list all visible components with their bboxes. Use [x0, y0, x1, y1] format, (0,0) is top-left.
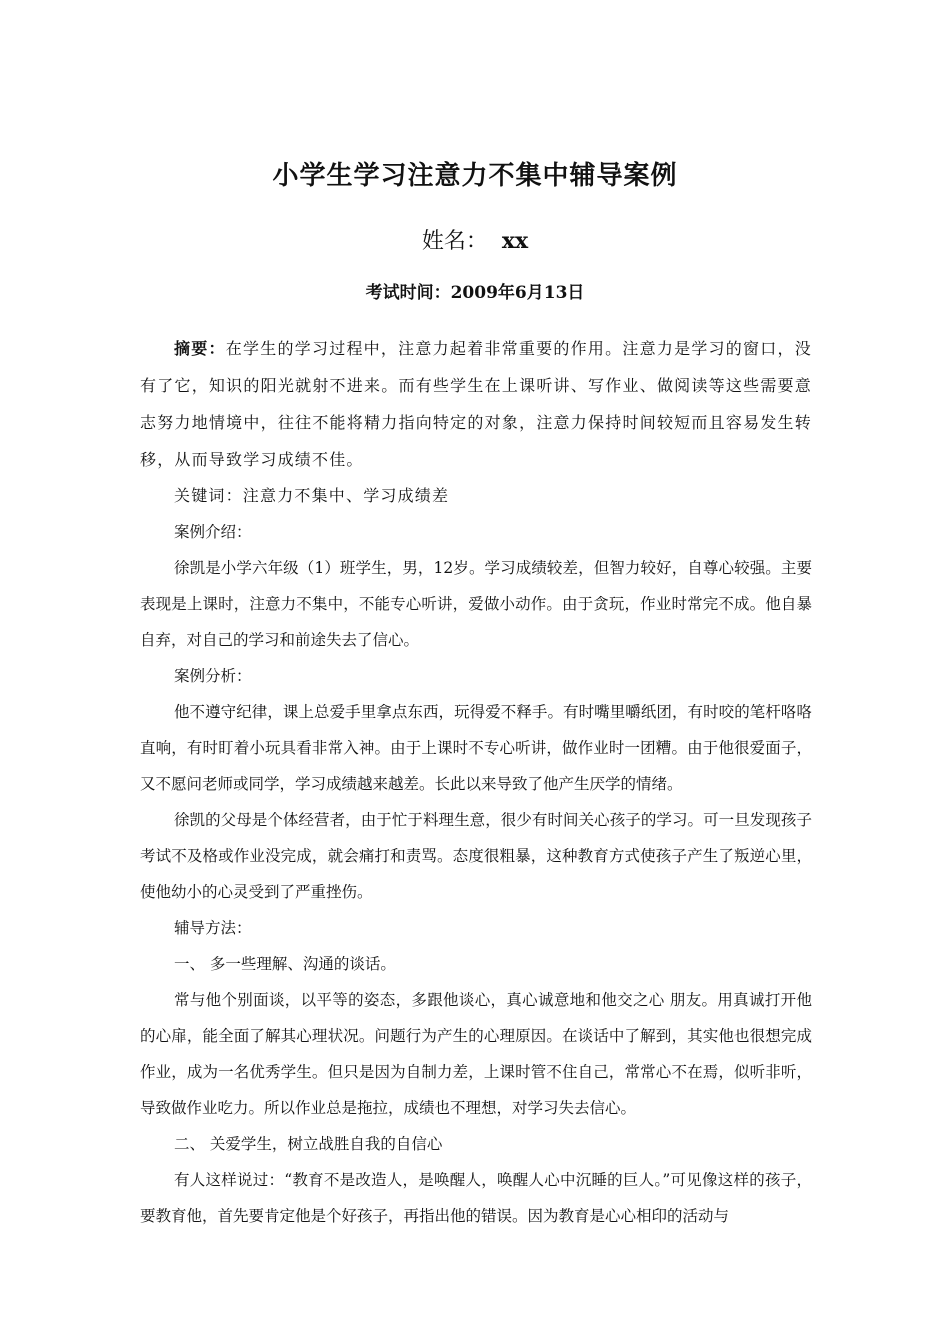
- method-heading-2: 二、 关爱学生，树立战胜自我的自信心: [174, 1135, 443, 1153]
- paragraph-case-intro: 徐凯是小学六年级（1）班学生，男，12岁。学习成绩较差，但智力较好，自尊心较强。主要表现是上课时，注意力不集中，不能专心听讲，爱做小动作。由于贪玩，作业时常完不成。他自暴自弃，对自己的学习和前途失去了信心。: [140, 559, 812, 649]
- document-title: 小学生学习注意力不集中辅导案例: [272, 161, 678, 191]
- section-heading-methods: 辅导方法：: [174, 919, 252, 937]
- exam-time: 考试时间：2009年6月13日: [365, 283, 585, 303]
- name-label: 姓名：: [421, 229, 488, 254]
- keywords-line: 关键词：注意力不集中、学习成绩差: [174, 486, 450, 505]
- abstract-paragraph: [140, 330, 812, 478]
- section-heading-case-intro: 案例介绍：: [174, 523, 252, 541]
- paragraph-case-analysis-2: 徐凯的父母是个体经营者，由于忙于料理生意，很少有时间关心孩子的学习。可一旦发现孩子考试不及格或作业没完成，就会痛打和责骂。态度很粗暴，这种教育方式使孩子产生了叛逆心里，使他幼小的心灵受到了严重挫伤。: [140, 811, 812, 901]
- document-body: [140, 330, 812, 1234]
- paragraph-method-1: 常与他个别面谈，以平等的姿态，多跟他谈心，真心诚意地和他交之心 朋友。用真诚打开他的心扉，能全面了解其心理状况。问题行为产生的心理原因。在谈话中了解到，其实他也很想完成作业，成为一名优秀学生。但只是因为自制力差，上课时管不住自己，常常心不在焉，似听非听，导致做作业吃力。所以作业总是拖拉，成绩也不理想，对学习失去信心。: [140, 991, 812, 1117]
- abstract-label: 摘要：: [174, 339, 226, 358]
- paragraph-case-analysis-1: 他不遵守纪律，课上总爱手里拿点东西，玩得爱不释手。有时嘴里嚼纸团，有时咬的笔杆咯咯直响，有时盯着小玩具看非常入神。由于上课时不专心听讲，做作业时一团糟。由于他很爱面子，又不愿问老师或同学，学习成绩越来越差。长此以来导致了他产生厌学的情绪。: [140, 703, 812, 793]
- name-value: xx: [501, 228, 529, 254]
- student-name-line: [0, 225, 950, 258]
- method-heading-1: 一、 多一些理解、沟通的谈话。: [174, 955, 396, 973]
- abstract-text: 在学生的学习过程中，注意力起着非常重要的作用。注意力是学习的窗口，没有了它，知识的阳光就射不进来。而有些学生在上课听讲、写作业、做阅读等这些需要意志努力地情境中，往往不能将精力指向特定的对象，注意力保持时间较短而且容易发生转移，从而导致学习成绩不佳。: [140, 339, 812, 469]
- paragraph-method-2: 有人这样说过：“教育不是改造人，是唤醒人，唤醒人心中沉睡的巨人。”可见像这样的孩子，要教育他，首先要肯定他是个好孩子，再指出他的错误。因为教育是心心相印的活动与: [140, 1171, 812, 1225]
- section-heading-case-analysis: 案例分析：: [174, 667, 252, 685]
